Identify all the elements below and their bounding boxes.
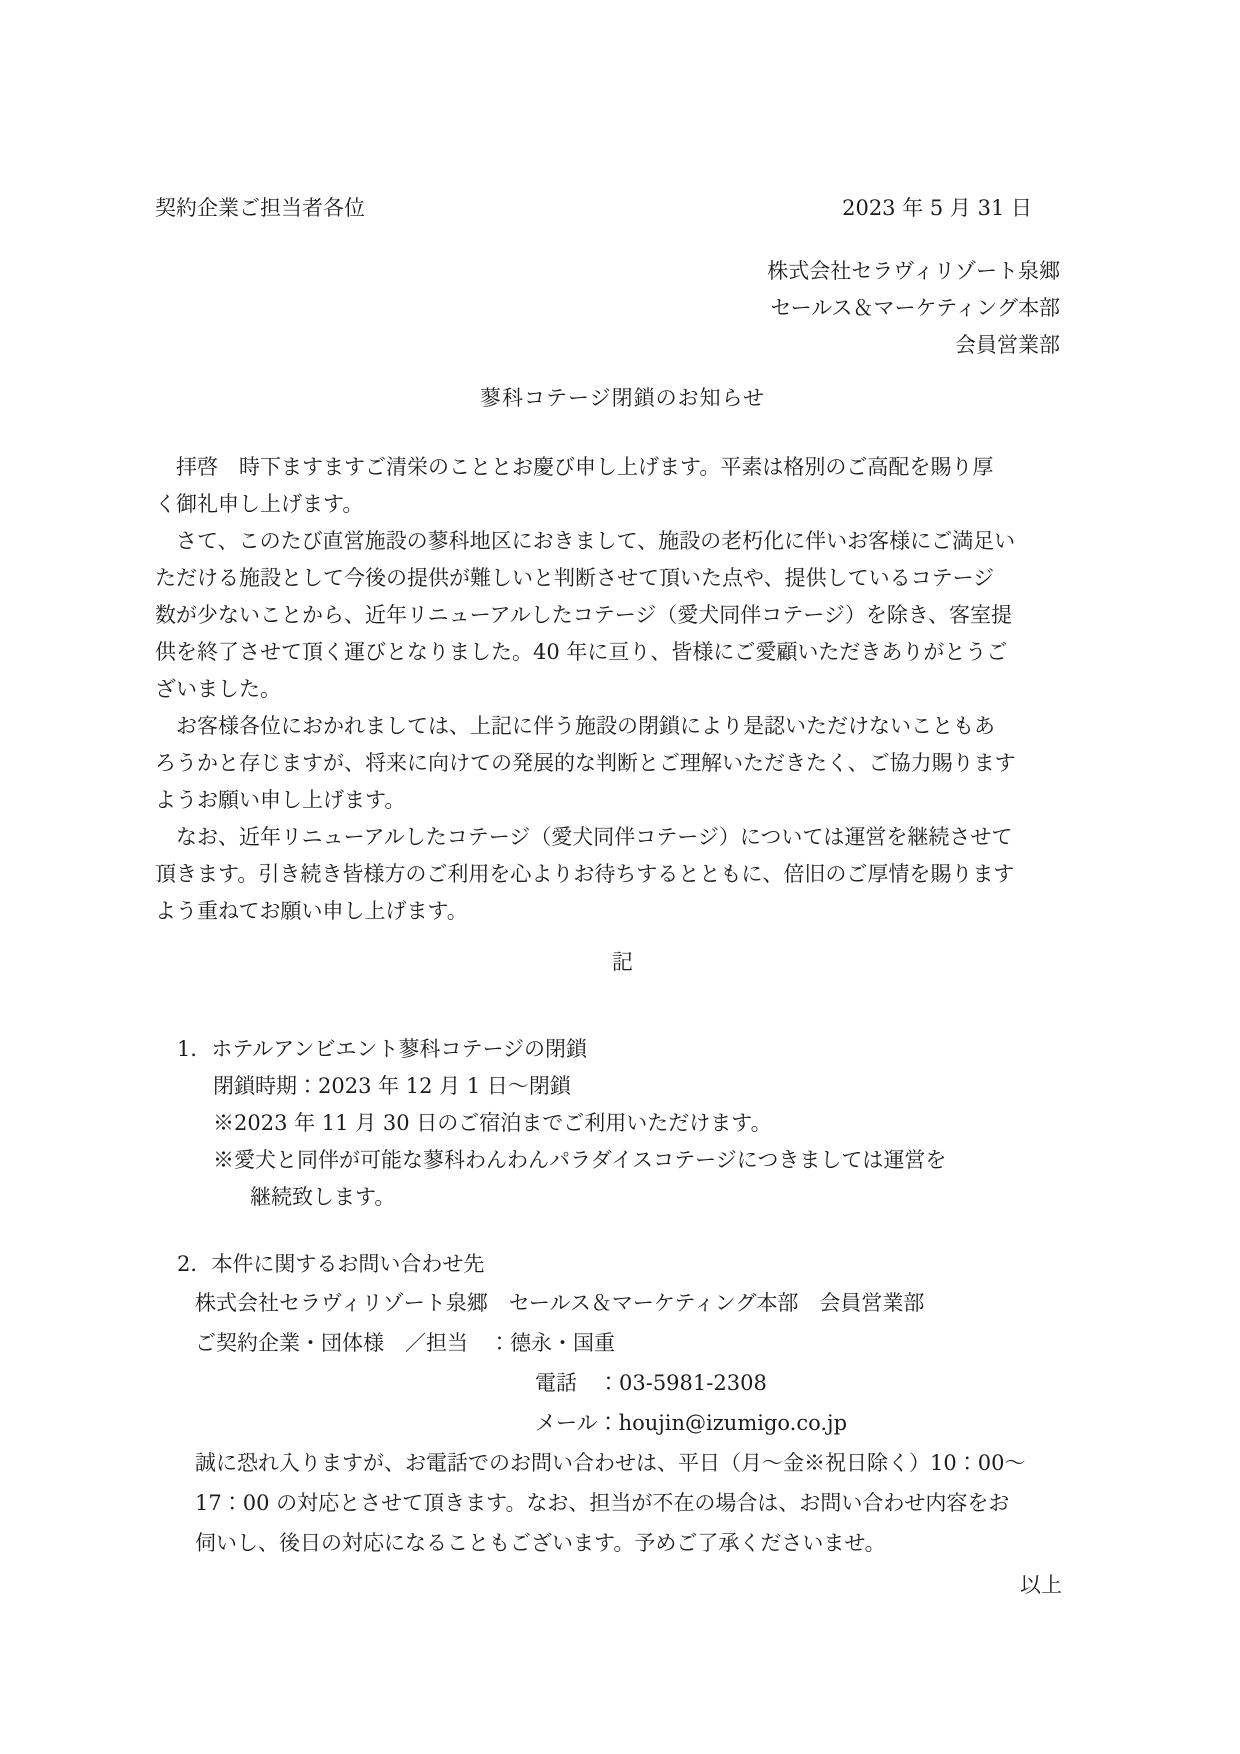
closure-note1: ※2023 年 11 月 30 日のご宿泊までご利用いただけます。 <box>213 1111 772 1135</box>
contact-heading: 2．本件に関するお問い合わせ先 <box>177 1252 485 1276</box>
body-line: 数が少ないことから、近年リニューアルしたコテージ（愛犬同伴コテージ）を除き、客室提 <box>155 603 1013 627</box>
body-text <box>155 449 1090 930</box>
date-line: 2023 年 5 月 31 日 <box>842 196 1032 220</box>
closure-period: 閉鎖時期：2023 年 12 月 1 日～閉鎖 <box>213 1074 571 1098</box>
contact-note-line: 誠に恐れ入りますが、お電話でのお問い合わせは、平日（月～金※祝日除く）10：00～ <box>195 1451 1026 1475</box>
body-line: 頂きます。引き続き皆様方のご利用を心よりお待ちするとともに、倍旧のご厚情を賜ります <box>155 862 1015 886</box>
record-marker: 記 <box>612 950 633 974</box>
sender-division: セールス＆マーケティング本部 <box>770 296 1060 320</box>
body-line: 拝啓 時下ますますご清栄のこととお慶び申し上げます。平素は格別のご高配を賜り厚 <box>155 455 994 479</box>
recipient-line: 契約企業ご担当者各位 <box>155 196 365 220</box>
body-line: よう重ねてお願い申し上げます。 <box>155 899 468 923</box>
body-line: ようお願い申し上げます。 <box>155 788 406 812</box>
body-line: ただける施設として今後の提供が難しいと判断させて頂いた点や、提供しているコテージ <box>155 566 995 590</box>
contact-email: メール：houjin@izumigo.co.jp <box>535 1411 848 1435</box>
closure-heading: 1．ホテルアンビエント蓼科コテージの閉鎖 <box>177 1037 588 1061</box>
contact-staff: ご契約企業・団体様 ／担当 ：德永・国重 <box>195 1331 615 1355</box>
contact-org: 株式会社セラヴィリゾート泉郷 セールス＆マーケティング本部 会員営業部 <box>195 1291 925 1315</box>
body-line: さて、このたび直営施設の蓼科地区におきまして、施設の老朽化に伴いお客様にご満足い <box>155 529 1016 553</box>
body-line: お客様各位におかれましては、上記に伴う施設の閉鎖により是認いただけないこともあ <box>155 714 995 738</box>
sender-block <box>155 253 1090 364</box>
sender-department: 会員営業部 <box>955 333 1060 357</box>
closing-marker: 以上 <box>1020 1573 1062 1597</box>
section-closure <box>155 1031 1090 1216</box>
closure-note2-line2: 継続致します。 <box>250 1185 396 1209</box>
section-contact <box>155 1246 1090 1563</box>
body-line: く御礼申し上げます。 <box>155 492 364 516</box>
header-row <box>155 190 1090 227</box>
body-line: 供を終了させて頂く運びとなりました。40 年に亘り、皆様にご愛顧いただきありがとうご <box>155 640 1008 664</box>
contact-phone: 電話 ：03-5981-2308 <box>535 1371 767 1395</box>
contact-note-line: 17：00 の対応とさせて頂きます。なお、担当が不在の場合は、お問い合わせ内容をお <box>195 1491 1010 1515</box>
sender-company: 株式会社セラヴィリゾート泉郷 <box>767 259 1060 283</box>
document-title: 蓼科コテージ閉鎖のお知らせ <box>480 386 765 410</box>
closure-note2-line1: ※愛犬と同伴が可能な蓼科わんわんパラダイスコテージにつきましては運営を <box>213 1148 947 1172</box>
body-line: ろうかと存じますが、将来に向けての発展的な判断とご理解いただきたく、ご協力賜ります <box>155 751 1016 775</box>
contact-note-line: 伺いし、後日の対応になることもございます。予めご了承くださいませ。 <box>195 1531 886 1555</box>
body-line: なお、近年リニューアルしたコテージ（愛犬同伴コテージ）については運営を継続させて <box>155 825 1013 849</box>
body-line: ざいました。 <box>155 677 281 701</box>
